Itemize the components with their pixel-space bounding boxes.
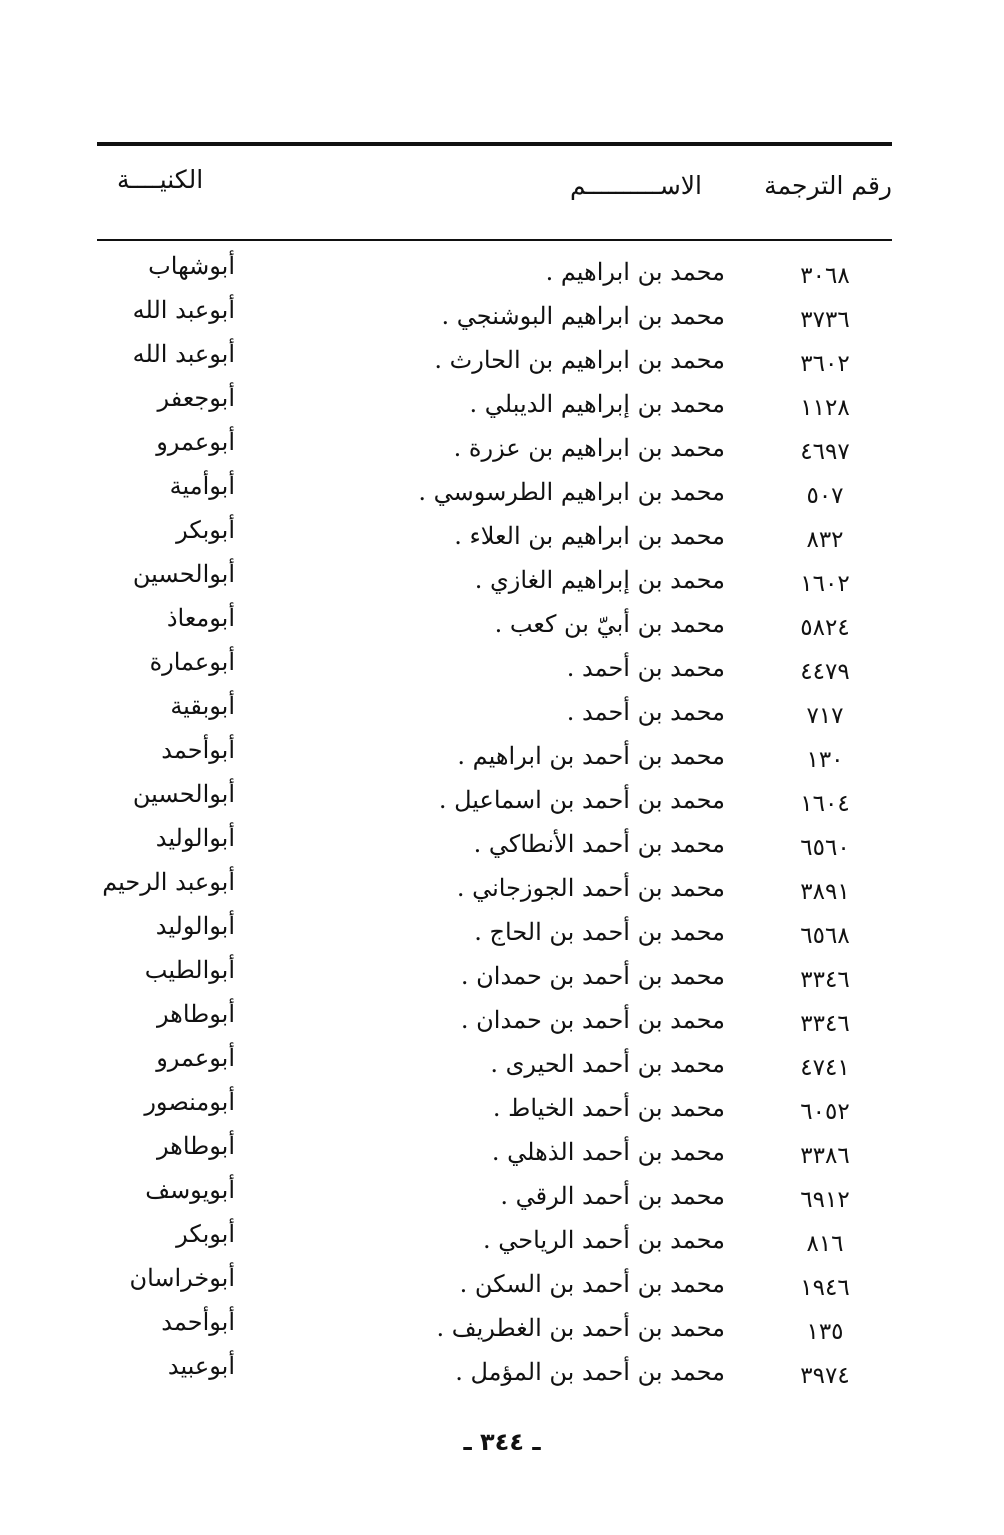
entry-kunya: أبوشهاب <box>148 252 235 280</box>
entry-kunya: أبومعاذ <box>166 604 235 632</box>
table-row <box>60 1350 870 1394</box>
entry-kunya: أبوالوليد <box>155 824 235 852</box>
entry-name: محمد بن إبراهيم الديبلي . <box>469 390 725 418</box>
entry-kunya: أبوأحمد <box>161 736 235 764</box>
entry-kunya: أبويوسف <box>145 1176 235 1204</box>
entry-kunya: أبوعبد الله <box>132 340 235 368</box>
entry-number: ٨١٦ <box>806 1231 844 1257</box>
entry-name: محمد بن أحمد الجوزجاني . <box>456 874 725 902</box>
entry-number: ١١٢٨ <box>800 395 850 421</box>
header-name-column: الاســــــــــم <box>569 171 702 200</box>
entry-number: ٣٣٨٦ <box>800 1143 850 1169</box>
entry-name: محمد بن أحمد الأنطاكي . <box>473 830 725 858</box>
entry-kunya: أبوالحسين <box>132 560 235 588</box>
entries-table <box>60 250 870 1394</box>
entry-kunya: أبوجعفر <box>157 384 235 412</box>
top-rule <box>97 142 892 146</box>
header-rule <box>97 239 892 241</box>
entry-kunya: أبوبكر <box>176 516 235 544</box>
header-number-column: رقم الترجمة <box>764 171 892 200</box>
entry-number: ٦٩١٢ <box>800 1187 850 1213</box>
entry-name: محمد بن أحمد . <box>566 698 725 726</box>
entry-name: محمد بن أحمد الذهلي . <box>491 1138 725 1166</box>
entry-number: ٣٧٣٦ <box>800 307 850 333</box>
entry-number: ٣٦٠٢ <box>800 351 850 377</box>
table-header <box>97 165 892 215</box>
entry-number: ٣٣٤٦ <box>800 1011 850 1037</box>
entry-number: ٤٧٤١ <box>800 1055 850 1081</box>
entry-kunya: أبوأمية <box>169 472 235 500</box>
entry-number: ٣٣٤٦ <box>800 967 850 993</box>
entry-number: ١٦٠٢ <box>800 571 850 597</box>
entry-number: ١٦٠٤ <box>800 791 850 817</box>
entry-name: محمد بن ابراهيم بن عزرة . <box>453 434 725 462</box>
entry-kunya: أبوعبيد <box>167 1352 235 1380</box>
entry-number: ١٣٠ <box>806 747 844 773</box>
entry-name: محمد بن ابراهيم البوشنجي . <box>441 302 725 330</box>
entry-kunya: أبوبقية <box>170 692 235 720</box>
entry-number: ٤٤٧٩ <box>800 659 850 685</box>
entry-kunya: أبوخراسان <box>129 1264 235 1292</box>
entry-kunya: أبوبكر <box>176 1220 235 1248</box>
entry-number: ١٣٥ <box>806 1319 844 1345</box>
entry-kunya: أبوعمرو <box>156 1044 235 1072</box>
entry-number: ٣٩٧٤ <box>800 1363 850 1389</box>
entry-name: محمد بن أحمد بن حمدان . <box>460 1006 725 1034</box>
entry-name: محمد بن أحمد بن المؤمل . <box>455 1358 725 1386</box>
entry-number: ٤٦٩٧ <box>800 439 850 465</box>
entry-name: محمد بن أحمد بن السكن . <box>459 1270 725 1298</box>
entry-name: محمد بن أحمد بن الغطريف . <box>436 1314 725 1342</box>
entry-number: ٣٨٩١ <box>800 879 850 905</box>
entry-name: محمد بن أحمد الحيرى . <box>490 1050 725 1078</box>
entry-name: محمد بن ابراهيم الطرسوسي . <box>418 478 725 506</box>
entry-kunya: أبوأحمد <box>161 1308 235 1336</box>
entry-kunya: أبوعبد الله <box>132 296 235 324</box>
entry-number: ٦٠٥٢ <box>800 1099 850 1125</box>
entry-name: محمد بن أحمد بن ابراهيم . <box>457 742 725 770</box>
entry-kunya: أبوطاهر <box>156 1000 235 1028</box>
entry-kunya: أبوالطيب <box>144 956 235 984</box>
entry-kunya: أبومنصور <box>144 1088 235 1116</box>
entry-name: محمد بن أحمد الرقي . <box>500 1182 725 1210</box>
entry-number: ٦٥٦٨ <box>800 923 850 949</box>
page-number: ـ ٣٤٤ ـ <box>463 1428 541 1456</box>
entry-number: ٧١٧ <box>806 703 844 729</box>
entry-name: محمد بن أبيّ بن كعب . <box>494 610 725 638</box>
header-kunya-column: الكنيــــة <box>117 165 204 194</box>
entry-number: ٥٨٢٤ <box>800 615 850 641</box>
entry-name: محمد بن أحمد بن حمدان . <box>460 962 725 990</box>
entry-name: محمد بن ابراهيم بن الحارث . <box>434 346 725 374</box>
entry-kunya: أبوعبد الرحيم <box>102 868 235 896</box>
entry-kunya: أبوعمارة <box>149 648 235 676</box>
entry-kunya: أبوعمرو <box>156 428 235 456</box>
entry-number: ٥٠٧ <box>806 483 844 509</box>
entry-name: محمد بن أحمد بن اسماعيل . <box>438 786 725 814</box>
entry-kunya: أبوالحسين <box>132 780 235 808</box>
entry-kunya: أبوطاهر <box>156 1132 235 1160</box>
entry-number: ٦٥٦٠ <box>800 835 850 861</box>
entry-number: ٣٠٦٨ <box>800 263 850 289</box>
entry-name: محمد بن أحمد الرياحي . <box>483 1226 725 1254</box>
entry-name: محمد بن إبراهيم الغازي . <box>474 566 725 594</box>
entry-name: محمد بن أحمد . <box>566 654 725 682</box>
entry-name: محمد بن ابراهيم بن العلاء . <box>454 522 725 550</box>
entry-number: ١٩٤٦ <box>800 1275 850 1301</box>
entry-name: محمد بن أحمد الخياط . <box>492 1094 725 1122</box>
entry-number: ٨٣٢ <box>806 527 844 553</box>
entry-name: محمد بن ابراهيم . <box>545 258 725 286</box>
entry-name: محمد بن أحمد بن الحاج . <box>474 918 725 946</box>
entry-kunya: أبوالوليد <box>155 912 235 940</box>
